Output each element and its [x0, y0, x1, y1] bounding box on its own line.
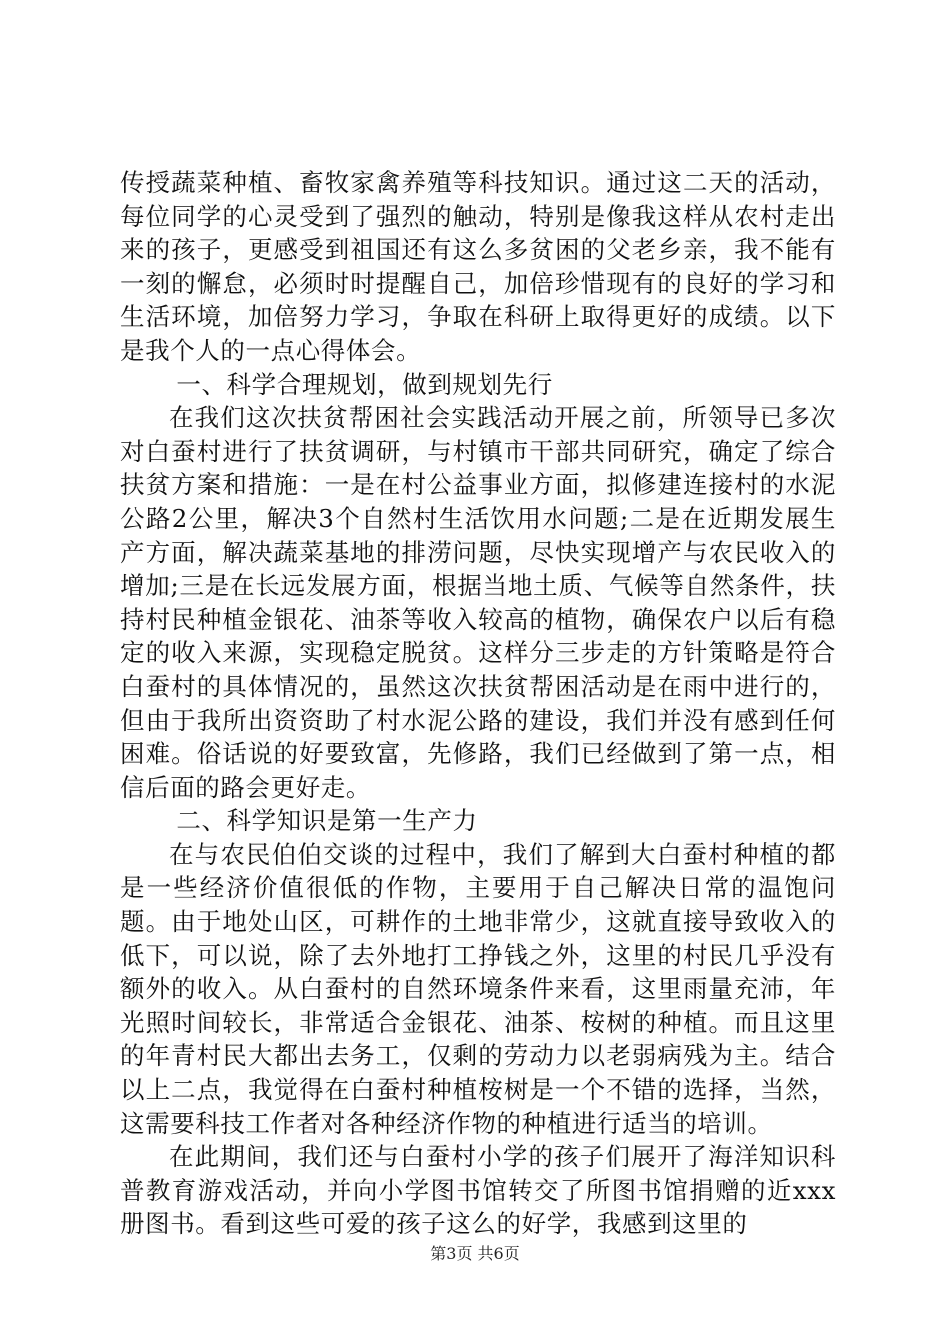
paragraph-knowledge: 在与农民伯伯交谈的过程中，我们了解到大白蚕村种植的都是一些经济价值很低的作物，主要用于自己解决日常的温饱问题。由于地处山区，可耕作的土地非常少，这就直接导致收入的低下，可以说，除了去外地打工挣钱之外，这里的村民几乎没有额外的收入。从白蚕村的自然环境条件来看，这里雨量充沛，年光照时间较长，非常适合金银花、油茶、桉树的种植。而且这里的年青村民大都出去务工，仅剩的劳动力以老弱病残为主。结合以上二点，我觉得在白蚕村种植桉树是一个不错的选择，当然，这需要科技工作者对各种经济作物的种植进行适当的培训。 — [120, 839, 836, 1138]
paragraph-planning: 在我们这次扶贫帮困社会实践活动开展之前，所领导已多次对白蚕村进行了扶贫调研，与村镇市干部共同研究，确定了综合扶贫方案和措施：一是在村公益事业方面，拟修建连接村的水泥公路2公里，解决3个自然村生活饮用水问题;二是在近期发展生产方面，解决蔬菜基地的排涝问题，尽快实现增产与农民收入的增加;三是在长远发展方面，根据当地土质、气候等自然条件，扶持村民种植金银花、油茶等收入较高的植物，确保农户以后有稳定的收入来源，实现稳定脱贫。这样分三步走的方针策略是符合白蚕村的具体情况的，虽然这次扶贫帮困活动是在雨中进行的，但由于我所出资资助了村水泥公路的建设，我们并没有感到任何困难。俗话说的好要致富，先修路，我们已经做到了第一点，相信后面的路会更好走。 — [120, 403, 836, 802]
document-body — [120, 166, 836, 1241]
section-heading-1: 一、科学合理规划，做到规划先行 — [176, 369, 553, 399]
page-number-footer: 第3页 共6页 — [430, 1244, 520, 1263]
paragraph-school-activity: 在此期间，我们还与白蚕村小学的孩子们展开了海洋知识科普教育游戏活动，并向小学图书馆转交了所图书馆捐赠的近xxx册图书。看到这些可爱的孩子这么的好学，我感到这里的 — [120, 1142, 836, 1239]
section-heading-2: 二、科学知识是第一生产力 — [176, 806, 478, 836]
paragraph-intro: 传授蔬菜种植、畜牧家禽养殖等科技知识。通过这二天的活动，每位同学的心灵受到了强烈的触动，特别是像我这样从农村走出来的孩子，更感受到祖国还有这么多贫困的父老乡亲，我不能有一刻的懈怠，必须时时提醒自己，加倍珍惜现有的良好的学习和生活环境，加倍努力学习，争取在科研上取得更好的成绩。以下是我个人的一点心得体会。 — [120, 168, 836, 365]
